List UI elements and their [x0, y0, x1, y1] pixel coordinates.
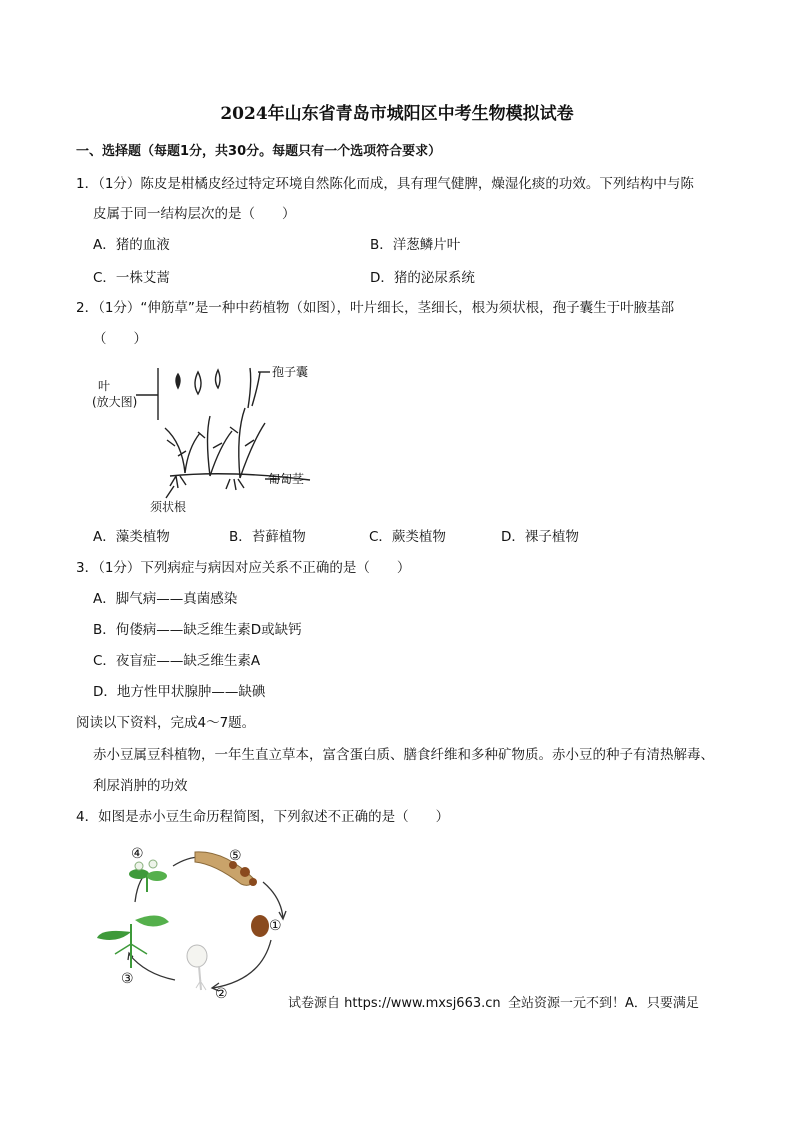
stage-label-5: ⑤	[229, 848, 242, 864]
fig-label-root: 须状根	[150, 500, 187, 514]
adzuki-lifecycle-figure	[95, 840, 300, 1005]
question-3-stem: 3．（1分）下列病症与病因对应关系不正确的是（ ）	[76, 560, 411, 576]
question-4-stem: 4．如图是赤小豆生命历程简图，下列叙述不正确的是（ ）	[76, 809, 450, 825]
question-1-stem: 1．（1分）陈皮是柑橘皮经过特定环境自然陈化而成，具有理气健脾，燥湿化痰的功效。下列结构中与陈	[76, 176, 694, 192]
reading-intro: 阅读以下资料，完成4～7题。	[76, 715, 256, 731]
fig-label-leaf: 叶	[98, 379, 111, 393]
q1-option-a[interactable]: A．猪的血液	[93, 237, 170, 253]
fig-label-stolon: 匍匐茎	[268, 472, 305, 486]
q2-option-c[interactable]: C．蕨类植物	[369, 529, 446, 545]
q1-option-b[interactable]: B．洋葱鳞片叶	[370, 237, 461, 253]
fig-label-sporangium: 孢子囊	[272, 365, 309, 379]
q3-option-b[interactable]: B．佝偻病——缺乏维生素D或缺钙	[93, 622, 302, 638]
q3-option-c[interactable]: C．夜盲症——缺乏维生素A	[93, 653, 261, 669]
stage-label-2: ②	[215, 986, 228, 1002]
reading-paragraph-line2: 利尿消肿的功效	[93, 778, 188, 794]
stage-label-4: ④	[131, 846, 144, 862]
q2-option-b[interactable]: B．苔藓植物	[229, 529, 306, 545]
q2-option-d[interactable]: D．裸子植物	[501, 529, 579, 545]
stage-label-3: ③	[121, 971, 134, 987]
footer-tail-text: 全站资源一元不到！A．只要满足	[508, 996, 699, 1011]
q2-option-a[interactable]: A．藻类植物	[93, 529, 170, 545]
clubmoss-figure	[90, 358, 320, 518]
q3-option-a[interactable]: A．脚气病——真菌感染	[93, 591, 238, 607]
question-1-stem-cont: 皮属于同一结构层次的是（ ）	[93, 206, 296, 222]
stage-label-1: ①	[269, 918, 282, 934]
question-2-stem-cont: （ ）	[93, 331, 147, 347]
section-heading: 一、选择题（每题1分，共30分。每题只有一个选项符合要求）	[76, 144, 442, 159]
question-2-stem: 2．（1分）“伸筋草”是一种中药植物（如图），叶片细长，茎细长，根为须状根，孢子囊生于叶腋基部	[76, 300, 675, 316]
reading-paragraph-line1: 赤小豆属豆科植物，一年生直立草本，富含蛋白质、膳食纤维和多种矿物质。赤小豆的种子有清热解毒、	[93, 747, 714, 763]
q3-option-d[interactable]: D．地方性甲状腺肿——缺碘	[93, 684, 266, 700]
q1-option-d[interactable]: D．猪的泌尿系统	[370, 270, 475, 286]
page-title: 2024年山东省青岛市城阳区中考生物模拟试卷	[220, 104, 574, 124]
q1-option-c[interactable]: C．一株艾蒿	[93, 270, 170, 286]
source-watermark: 试卷源自 https://www.mxsj663.cn	[288, 996, 501, 1011]
fig-label-leaf-sub: (放大图)	[92, 395, 138, 409]
